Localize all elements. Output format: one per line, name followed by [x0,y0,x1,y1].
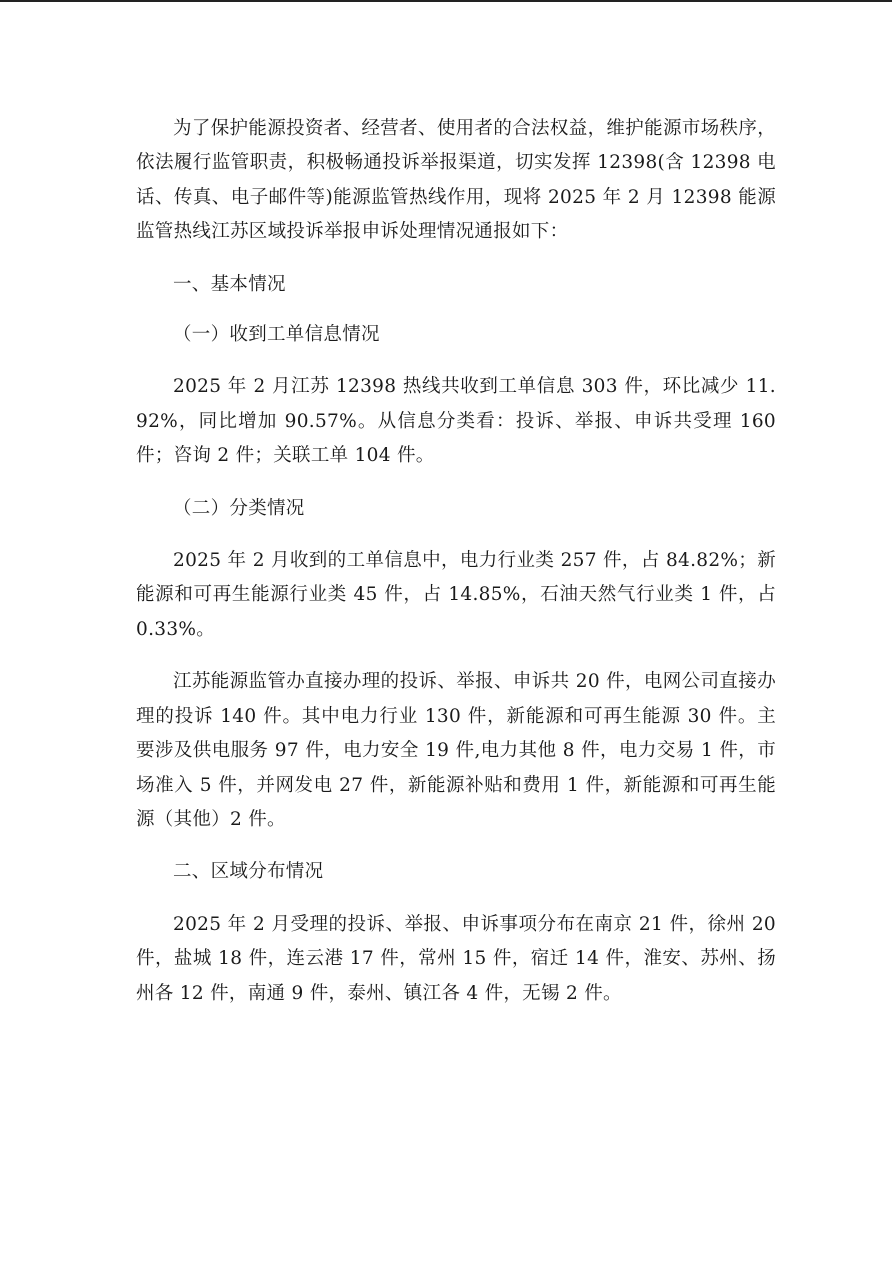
section-2-heading: 二、区域分布情况 [173,861,324,883]
section-1-sub-1-heading: （一）收到工单信息情况 [173,324,380,346]
spacer [136,837,776,855]
spacer [136,647,776,665]
classification-paragraph: 2025 年 2 月收到的工单信息中，电力行业类 257 件，占 84.82%；新能源和可再生能源行业类 45 件，占 14.85%，石油天然气行业类 1 件，占 0.33%。 [136,550,776,640]
section-1-heading: 一、基本情况 [173,273,286,295]
spacer [136,890,776,908]
received-orders-paragraph: 2025 年 2 月江苏 12398 热线共收到工单信息 303 件，环比减少 11.92%，同比增加 90.57%。从信息分类看：投诉、举报、申诉共受理 160 件；咨询 2 件；关联工单 104 件。 [136,376,776,467]
intro-paragraph: 为了保护能源投资者、经营者、使用者的合法权益，维护能源市场秩序，依法履行监管职责，积极畅通投诉举报渠道，切实发挥 12398(含 12398 电话、传真、电子邮件等)能源监管热线作用，现将 2025 年 2 月 12398 能源监管热线江苏区域投诉举报申诉处理情况通报如下： [136,118,776,243]
spacer [136,474,776,492]
spacer [136,352,776,370]
spacer [136,526,776,544]
regional-distribution-paragraph: 2025 年 2 月受理的投诉、举报、申诉事项分布在南京 21 件，徐州 20 件，盐城 18 件，连云港 17 件，常州 15 件，宿迁 14 件，淮安、苏州、扬州各 12 件，南通 9 件，泰州、镇江各 4 件，无锡 2 件。 [136,913,776,1004]
section-1-sub-2-heading: （二）分类情况 [173,497,305,519]
spacer [136,250,776,268]
handling-paragraph: 江苏能源监管办直接办理的投诉、举报、申诉共 20 件，电网公司直接办理的投诉 140 件。其中电力行业 130 件，新能源和可再生能源 30 件。主要涉及供电服务 97 件，电力安全 19 件,电力其他 8 件，电力交易 1 件，市场准入 5 件，并网发电 27 件，新能源补贴和费用 1 件，新能源和可再生能源（其他）2 件。 [136,671,776,830]
document-page [136,112,776,1011]
top-border-line [0,0,892,2]
spacer [136,302,776,318]
